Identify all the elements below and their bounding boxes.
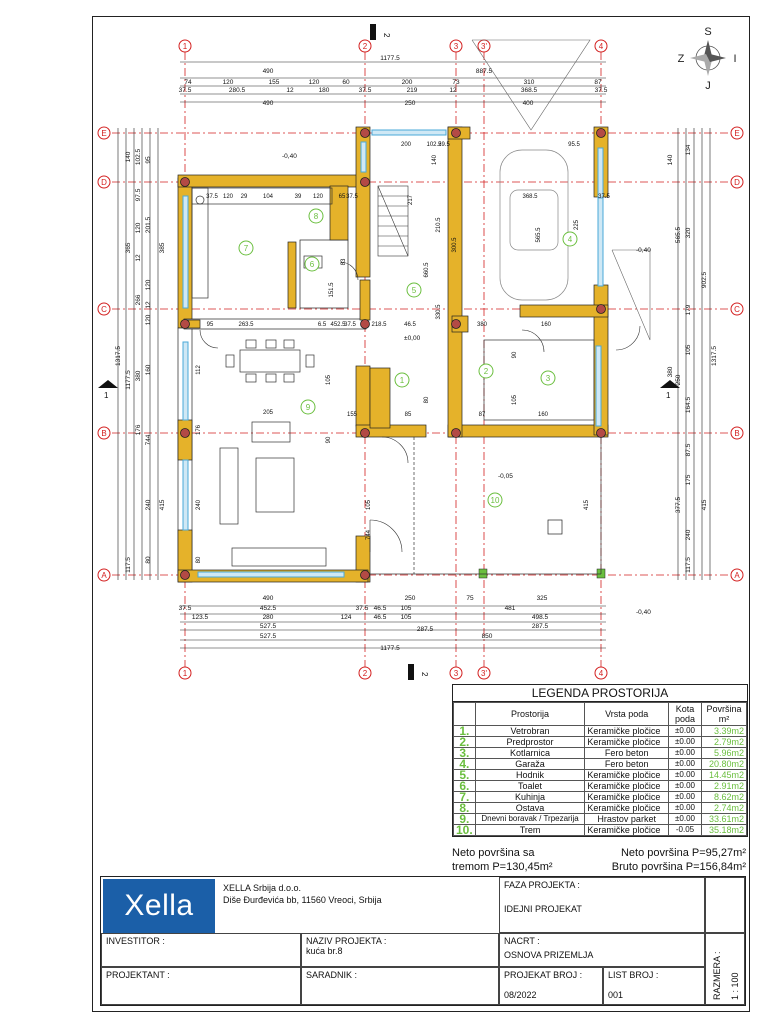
svg-text:105: 105 — [685, 344, 692, 356]
compass-icon — [678, 26, 737, 92]
table-row: 8. Ostava Keramičke pločice ±0.00 2.74m2 — [454, 803, 747, 814]
svg-text:219: 219 — [406, 87, 418, 94]
svg-text:310: 310 — [523, 79, 535, 86]
legend-table — [453, 702, 747, 836]
svg-text:2: 2 — [362, 669, 368, 678]
projekat-broj-cell: PROJEKAT BROJ : 08/2022 — [499, 967, 603, 1005]
svg-text:744: 744 — [366, 529, 372, 541]
svg-text:217: 217 — [408, 194, 414, 206]
svg-text:120: 120 — [222, 79, 234, 86]
legend-header-floor: Vrsta poda — [585, 703, 669, 726]
svg-text:80: 80 — [145, 556, 152, 564]
svg-text:6.5: 6.5 — [317, 322, 327, 328]
svg-text:1: 1 — [182, 669, 188, 678]
investitor-cell: INVESTITOR : — [101, 933, 301, 967]
svg-text:452.5: 452.5 — [330, 322, 346, 328]
stairs — [378, 186, 408, 256]
svg-text:B: B — [734, 429, 740, 438]
svg-text:46.5: 46.5 — [404, 322, 416, 328]
svg-text:1: 1 — [182, 42, 188, 51]
svg-text:325: 325 — [536, 595, 548, 602]
svg-text:498.5: 498.5 — [531, 614, 549, 621]
svg-text:102.5: 102.5 — [426, 142, 442, 148]
svg-text:123.5: 123.5 — [191, 614, 209, 621]
svg-text:176: 176 — [196, 424, 202, 436]
car-outline — [500, 150, 568, 300]
svg-text:1177.5: 1177.5 — [380, 645, 400, 652]
svg-text:120: 120 — [312, 194, 324, 200]
svg-text:12: 12 — [135, 254, 142, 262]
svg-text:-0,40: -0,40 — [636, 247, 651, 254]
svg-text:-0,05: -0,05 — [498, 473, 513, 480]
svg-text:37.5: 37.5 — [355, 605, 369, 612]
svg-text:12: 12 — [145, 301, 152, 309]
svg-text:39: 39 — [294, 194, 302, 200]
svg-text:887.5: 887.5 — [475, 68, 493, 75]
svg-text:Z: Z — [677, 53, 685, 65]
svg-text:415: 415 — [159, 499, 166, 511]
svg-text:37.5: 37.5 — [206, 194, 218, 200]
svg-text:377.5: 377.5 — [675, 496, 682, 514]
svg-text:73: 73 — [452, 79, 460, 86]
svg-text:C: C — [101, 305, 107, 314]
svg-text:±0,00: ±0,00 — [404, 335, 421, 342]
table-row: 1. Vetrobran Keramičke pločice ±0.00 3.39m2 — [454, 726, 747, 737]
svg-text:218.5: 218.5 — [371, 322, 387, 328]
svg-text:3: 3 — [453, 42, 459, 51]
bruto-area: Bruto površina P=156,84m² — [611, 861, 746, 873]
svg-text:250: 250 — [675, 374, 682, 386]
svg-text:1177.5: 1177.5 — [380, 55, 400, 62]
svg-text:380: 380 — [135, 370, 142, 382]
svg-text:8: 8 — [313, 212, 319, 221]
svg-text:175: 175 — [685, 474, 692, 486]
dimension-lines — [118, 62, 710, 648]
svg-text:80: 80 — [196, 556, 202, 564]
svg-text:-0,40: -0,40 — [282, 153, 297, 160]
svg-text:240: 240 — [685, 529, 692, 541]
svg-text:368.5: 368.5 — [522, 194, 538, 200]
svg-text:527.5: 527.5 — [259, 623, 277, 630]
svg-text:83: 83 — [341, 258, 347, 266]
svg-text:1: 1 — [666, 391, 671, 400]
svg-text:105: 105 — [400, 605, 412, 612]
svg-text:-0,40: -0,40 — [636, 609, 651, 616]
table-row: 2. Predprostor Keramičke pločice ±0.00 2.79m2 — [454, 737, 747, 748]
svg-text:105: 105 — [400, 614, 412, 621]
svg-text:C: C — [734, 305, 740, 314]
svg-text:280.5: 280.5 — [228, 87, 246, 94]
garage-ramp — [472, 40, 650, 340]
svg-text:1317.5: 1317.5 — [711, 346, 718, 366]
svg-text:105: 105 — [512, 394, 518, 406]
svg-text:4: 4 — [598, 669, 604, 678]
svg-text:490: 490 — [262, 68, 274, 75]
svg-text:287.5: 287.5 — [531, 623, 549, 630]
xella-logo: Xella — [103, 879, 215, 933]
neto-area: Neto površina P=95,27m² — [620, 847, 746, 859]
svg-text:164.5: 164.5 — [685, 396, 692, 414]
svg-text:240: 240 — [145, 499, 152, 511]
table-row: 5. Hodnik Keramičke pločice ±0.00 14.45m2 — [454, 770, 747, 781]
svg-text:527.5: 527.5 — [259, 633, 277, 640]
company-name: XELLA Srbija d.o.o. — [223, 883, 302, 893]
svg-text:415: 415 — [584, 499, 590, 511]
svg-text:155: 155 — [346, 412, 358, 418]
svg-text:12: 12 — [286, 87, 294, 94]
svg-text:29: 29 — [240, 194, 248, 200]
svg-text:565.5: 565.5 — [536, 227, 542, 243]
table-row: 3. Kotlarnica Fero beton ±0.00 5.96m2 — [454, 748, 747, 759]
svg-text:1317.5: 1317.5 — [115, 346, 122, 366]
svg-text:225: 225 — [574, 219, 580, 231]
svg-text:D: D — [101, 178, 107, 187]
svg-text:12: 12 — [449, 87, 457, 94]
dimension-text — [179, 55, 608, 652]
svg-text:120: 120 — [308, 79, 320, 86]
svg-text:4: 4 — [598, 42, 604, 51]
company-address: Diše Đurđevića bb, 11560 Vreoci, Srbija — [223, 895, 382, 905]
svg-text:140: 140 — [432, 154, 438, 166]
svg-text:2: 2 — [362, 42, 368, 51]
svg-text:200: 200 — [401, 79, 413, 86]
svg-text:97.5: 97.5 — [135, 188, 142, 202]
svg-text:E: E — [101, 129, 107, 138]
svg-text:46.5: 46.5 — [373, 614, 387, 621]
svg-text:6: 6 — [309, 260, 315, 269]
svg-text:37.5: 37.5 — [346, 194, 358, 200]
svg-text:117.5: 117.5 — [685, 557, 692, 573]
projektant-cell: PROJEKTANT : — [101, 967, 301, 1005]
svg-text:140: 140 — [667, 154, 674, 166]
legend-header-room: Prostorija — [475, 703, 585, 726]
svg-text:112: 112 — [196, 365, 202, 375]
legend-title: LEGENDA PROSTORIJA — [453, 685, 747, 702]
table-row: 7. Kuhinja Keramičke pločice ±0.00 8.62m2 — [454, 792, 747, 803]
axis-labels — [101, 42, 740, 678]
list-broj-cell: LIST BROJ : 001 — [603, 967, 705, 1005]
svg-text:75: 75 — [466, 595, 474, 602]
svg-text:124: 124 — [340, 614, 352, 621]
svg-text:E: E — [734, 129, 740, 138]
legend-header-area: Površina m² — [702, 703, 747, 726]
svg-text:155: 155 — [268, 79, 280, 86]
svg-text:37.5: 37.5 — [594, 87, 608, 94]
svg-text:850: 850 — [481, 633, 493, 640]
svg-text:140: 140 — [125, 151, 132, 163]
svg-text:120: 120 — [145, 279, 152, 291]
table-row: 10. Trem Keramičke pločice -0.05 35.18m2 — [454, 825, 747, 836]
svg-text:160: 160 — [540, 322, 552, 328]
axis-bubbles — [98, 40, 743, 679]
naziv-cell: NAZIV PROJEKTA : kuća br.8 — [301, 933, 499, 967]
svg-text:A: A — [734, 571, 740, 580]
svg-text:74: 74 — [184, 79, 192, 86]
svg-text:9: 9 — [305, 403, 311, 412]
svg-text:90: 90 — [326, 436, 332, 444]
svg-text:205: 205 — [262, 410, 274, 416]
svg-text:120: 120 — [145, 314, 152, 326]
dimension-text-left — [115, 148, 166, 572]
porch-post — [479, 569, 487, 578]
svg-text:A: A — [101, 571, 107, 580]
svg-text:1: 1 — [104, 391, 109, 400]
svg-text:415: 415 — [701, 499, 708, 511]
svg-text:95: 95 — [145, 156, 152, 164]
svg-text:300.5: 300.5 — [452, 237, 458, 253]
svg-text:65: 65 — [338, 194, 346, 200]
svg-text:37.5: 37.5 — [178, 605, 192, 612]
svg-text:160: 160 — [537, 412, 549, 418]
svg-text:I: I — [733, 53, 737, 65]
svg-text:87: 87 — [478, 412, 486, 418]
svg-text:385: 385 — [159, 242, 166, 254]
svg-text:S: S — [704, 26, 712, 38]
svg-text:105: 105 — [366, 499, 372, 511]
svg-text:60: 60 — [342, 79, 350, 86]
svg-text:452.5: 452.5 — [259, 605, 277, 612]
svg-text:7: 7 — [243, 244, 249, 253]
razmera-cell: RAZMERA : 1 : 100 — [705, 933, 745, 1005]
svg-text:250: 250 — [404, 595, 416, 602]
table-row: 9. Dnevni boravak / Trpezarija Hrastov parket ±0.00 33.61m2 — [454, 814, 747, 825]
dimension-text-right — [667, 144, 718, 573]
svg-text:102.5: 102.5 — [135, 148, 142, 166]
svg-text:490: 490 — [262, 100, 274, 107]
svg-text:5: 5 — [411, 286, 417, 295]
saradnik-cell: SARADNIK : — [301, 967, 499, 1005]
svg-text:46.5: 46.5 — [373, 605, 387, 612]
svg-text:J: J — [705, 80, 711, 92]
svg-text:179: 179 — [685, 304, 692, 316]
svg-text:210.5: 210.5 — [436, 217, 442, 233]
svg-text:1: 1 — [399, 376, 405, 385]
svg-text:320: 320 — [685, 227, 692, 239]
svg-text:263.5: 263.5 — [238, 322, 254, 328]
svg-text:85: 85 — [404, 412, 412, 418]
svg-text:380: 380 — [476, 322, 488, 328]
svg-text:250: 250 — [404, 100, 416, 107]
svg-text:380: 380 — [667, 366, 674, 378]
svg-text:902.5: 902.5 — [701, 271, 708, 289]
svg-text:266: 266 — [135, 294, 142, 306]
svg-text:2: 2 — [382, 33, 391, 38]
svg-text:160: 160 — [145, 364, 152, 376]
svg-text:176: 176 — [135, 424, 142, 436]
svg-text:2: 2 — [420, 672, 429, 677]
svg-text:660.5: 660.5 — [424, 262, 430, 278]
svg-text:37.5: 37.5 — [358, 87, 372, 94]
svg-text:B: B — [101, 429, 107, 438]
svg-text:104: 104 — [262, 194, 274, 200]
svg-text:95: 95 — [206, 322, 214, 328]
svg-text:95.5: 95.5 — [568, 142, 580, 148]
svg-text:744: 744 — [145, 434, 152, 446]
title-block — [100, 876, 746, 1006]
svg-text:37.5: 37.5 — [598, 194, 610, 200]
svg-text:368.5: 368.5 — [520, 87, 538, 94]
table-row: 4. Garaža Fero beton ±0.00 20.80m2 — [454, 759, 747, 770]
svg-text:2: 2 — [483, 367, 489, 376]
svg-text:490: 490 — [262, 595, 274, 602]
svg-text:134: 134 — [685, 144, 692, 156]
svg-text:3: 3 — [545, 374, 551, 383]
svg-text:3': 3' — [481, 42, 487, 51]
table-row: 6. Toalet Keramičke pločice ±0.00 2.91m2 — [454, 781, 747, 792]
svg-text:120: 120 — [222, 194, 234, 200]
svg-text:1177.5: 1177.5 — [125, 370, 132, 390]
svg-text:365: 365 — [125, 242, 132, 254]
svg-text:201.5: 201.5 — [145, 216, 152, 234]
svg-text:D: D — [734, 178, 740, 187]
svg-text:37.5: 37.5 — [178, 87, 192, 94]
svg-text:151.5: 151.5 — [329, 282, 335, 298]
svg-text:120: 120 — [135, 222, 142, 234]
svg-text:280: 280 — [262, 614, 274, 621]
svg-text:400: 400 — [522, 100, 534, 107]
svg-text:37.5: 37.5 — [344, 322, 356, 328]
svg-text:29.5: 29.5 — [438, 142, 450, 148]
svg-text:87.5: 87.5 — [685, 443, 692, 457]
svg-text:200: 200 — [400, 142, 412, 148]
scale-value: 1 : 100 — [730, 972, 740, 1000]
nacrt-cell: NACRT : OSNOVA PRIZEMLJA — [499, 933, 705, 967]
svg-text:481: 481 — [504, 605, 516, 612]
legend-header-kota: Kota poda — [669, 703, 702, 726]
svg-text:105: 105 — [326, 374, 332, 386]
room-legend — [452, 684, 748, 837]
svg-text:117.5: 117.5 — [125, 557, 132, 573]
svg-text:240: 240 — [196, 499, 202, 511]
svg-text:90: 90 — [512, 351, 518, 359]
faza-cell: FAZA PROJEKTA : IDEJNI PROJEKAT — [499, 877, 705, 933]
svg-text:3': 3' — [481, 669, 487, 678]
svg-text:80: 80 — [424, 396, 430, 404]
svg-text:565.5: 565.5 — [675, 226, 682, 244]
svg-text:4: 4 — [567, 235, 573, 244]
interior-dimensions-vertical — [196, 154, 590, 563]
area-summary — [600, 846, 746, 874]
svg-text:3: 3 — [453, 669, 459, 678]
neto-area-with-porch: Neto površina sa tremom P=130,45m² — [452, 847, 553, 873]
svg-text:180: 180 — [318, 87, 330, 94]
furniture — [192, 188, 332, 566]
svg-text:10: 10 — [490, 496, 500, 505]
svg-text:287.5: 287.5 — [416, 626, 434, 633]
svg-text:330.5: 330.5 — [436, 304, 442, 320]
svg-text:87: 87 — [594, 79, 602, 86]
